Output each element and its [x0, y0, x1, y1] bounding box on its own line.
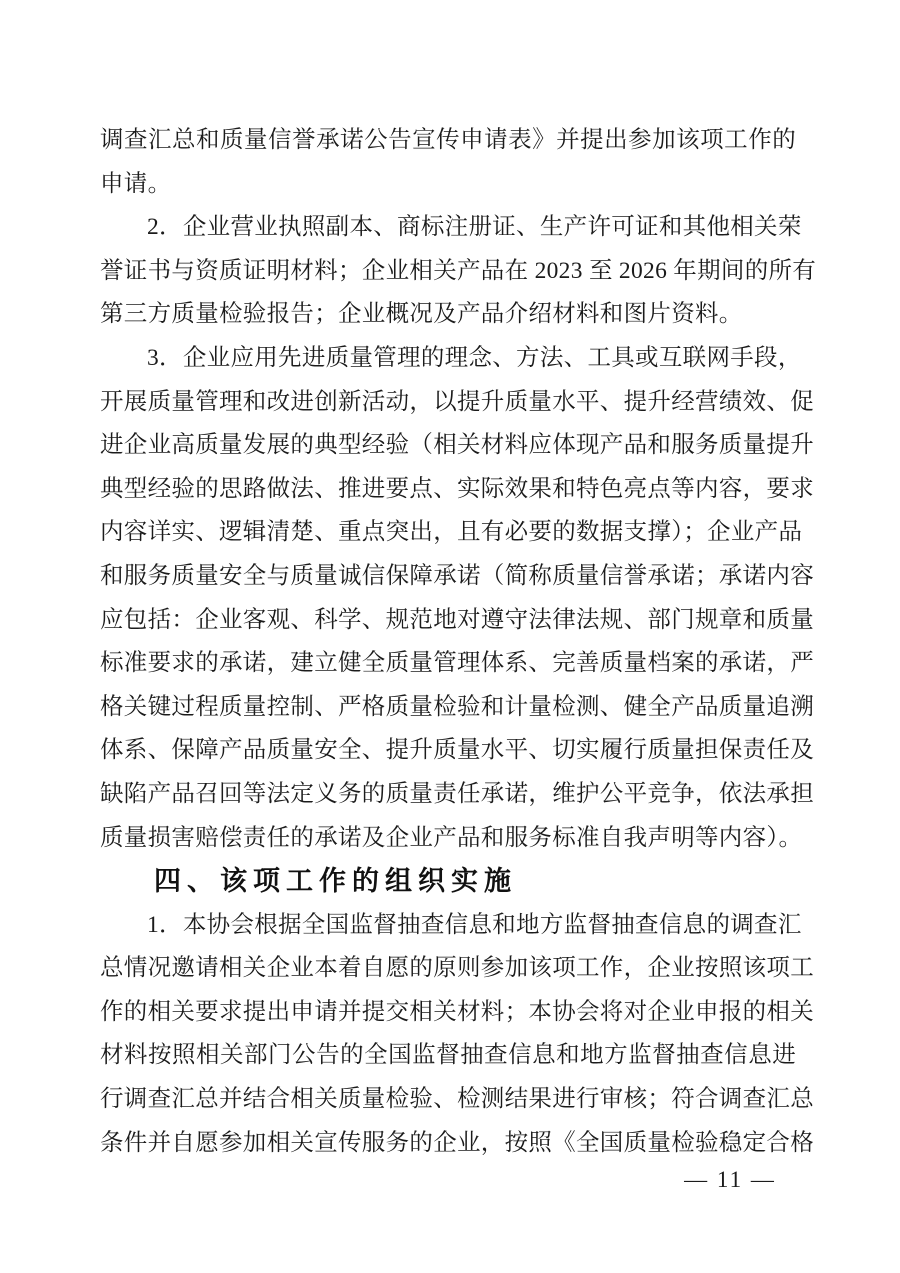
text-line: 标准要求的承诺，建立健全质量管理体系、完善质量档案的承诺，严 [100, 650, 814, 677]
text-line: 行调查汇总并结合相关质量检验、检测结果进行审核；符合调查汇总 [100, 1086, 814, 1113]
text-line: 总情况邀请相关企业本着自愿的原则参加该项工作，企业按照该项工 [100, 955, 814, 982]
text-line: 进企业高质量发展的典型经验（相关材料应体现产品和服务质量提升 [100, 432, 814, 459]
text-line: 条件并自愿参加相关宣传服务的企业，按照《全国质量检验稳定合格 [100, 1129, 814, 1156]
text-line: 和服务质量安全与质量诚信保障承诺（简称质量信誉承诺；承诺内容 [100, 562, 814, 589]
text-line: 材料按照相关部门公告的全国监督抽查信息和地方监督抽查信息进 [100, 1042, 796, 1069]
text-line: 体系、保障产品质量安全、提升质量水平、切实履行质量担保责任及 [100, 737, 814, 764]
section-heading: 四、该项工作的组织实施 [154, 866, 517, 897]
page-number: — 11 — [684, 1167, 776, 1192]
text-line: 2．企业营业执照副本、商标注册证、生产许可证和其他相关荣 [147, 214, 802, 241]
text-line: 典型经验的思路做法、推进要点、实际效果和特色亮点等内容，要求 [100, 475, 814, 502]
text-line: 1．本协会根据全国监督抽查信息和地方监督抽查信息的调查汇 [147, 911, 802, 938]
text-line: 调查汇总和质量信誉承诺公告宣传申请表》并提出参加该项工作的 [100, 127, 796, 153]
text-line: 作的相关要求提出申请并提交相关材料；本协会将对企业申报的相关 [100, 998, 814, 1025]
text-line: 申请。 [100, 170, 172, 197]
text-line: 第三方质量检验报告；企业概况及产品介绍材料和图片资料。 [100, 301, 743, 328]
text-line: 格关键过程质量控制、严格质量检验和计量检测、健全产品质量追溯 [100, 693, 814, 720]
text-line: 内容详实、逻辑清楚、重点突出，且有必要的数据支撑）；企业产品 [100, 519, 803, 546]
document-body [100, 119, 817, 1165]
text-line: 缺陷产品召回等法定义务的质量责任承诺，维护公平竞争，依法承担 [100, 780, 814, 807]
text-line: 3．企业应用先进质量管理的理念、方法、工具或互联网手段， [147, 344, 802, 371]
text-line: 开展质量管理和改进创新活动，以提升质量水平、提升经营绩效、促 [100, 388, 814, 415]
text-line: 应包括：企业客观、科学、规范地对遵守法律法规、部门规章和质量 [100, 606, 814, 633]
text-line: 誉证书与资质证明材料；企业相关产品在 2023 至 2026 年期间的所有 [100, 257, 817, 284]
text-line: 质量损害赔偿责任的承诺及企业产品和服务标准自我声明等内容）。 [100, 824, 803, 851]
